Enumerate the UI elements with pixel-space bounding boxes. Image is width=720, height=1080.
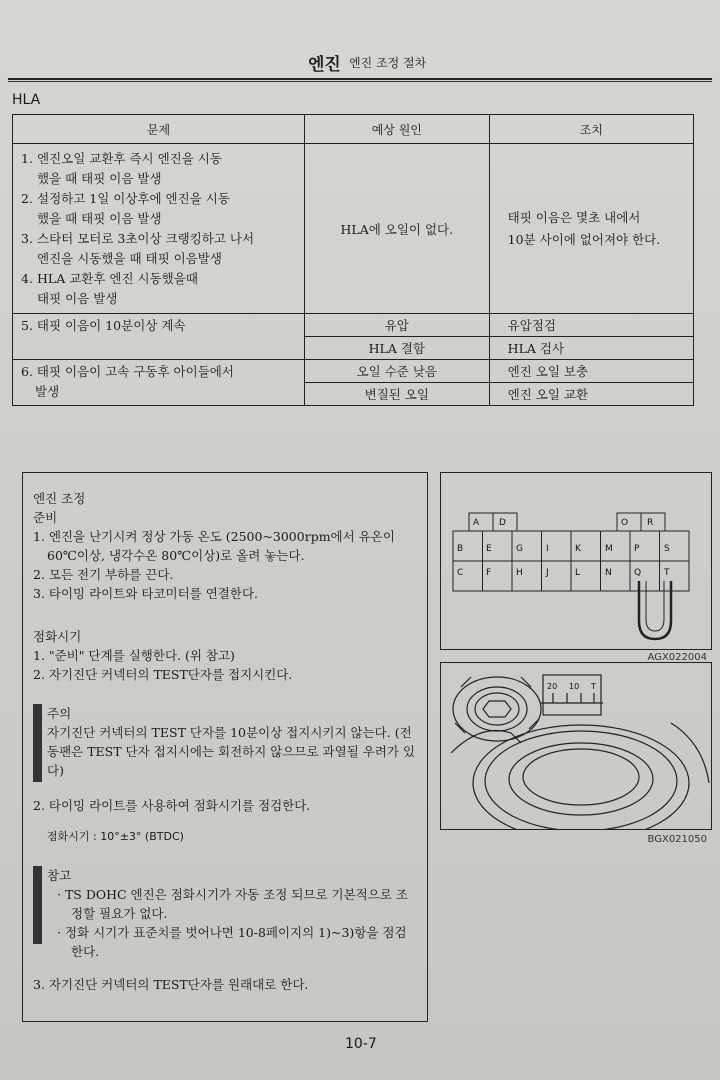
problems-cell — [13, 144, 305, 314]
pin-label: A — [473, 518, 480, 528]
pin-label: R — [647, 518, 654, 528]
prep-title: 준비 — [33, 510, 58, 525]
action-cell: HLA 검사 — [489, 337, 693, 360]
pin-label: G — [516, 544, 523, 554]
procedure-title: 엔진 조정 — [33, 491, 86, 506]
pin-label: S — [664, 544, 670, 554]
pin-label: E — [486, 544, 492, 554]
cause-cell: 변질된 오일 — [304, 383, 489, 406]
figure-code: BGX021050 — [647, 834, 707, 845]
problem-item: 3. 스타터 모터로 3초이상 크랭킹하고 나서 엔진을 시동했을 때 태핏 이음발생 — [21, 230, 255, 266]
pin-label: P — [634, 544, 640, 554]
reference-item: · 정화 시기가 표준치를 벗어나면 10-8페이지의 1)~3)항을 점검한다. — [57, 925, 407, 959]
pin-label: K — [575, 544, 581, 554]
caution-text: 자기진단 커넥터의 TEST 단자를 10분이상 접지시키지 않는다. (전동팬은 TEST 단자 접지시에는 회전하지 않으므로 과열될 우려가 있다) — [47, 725, 416, 778]
reference-bar-icon — [33, 866, 42, 944]
pin-label: D — [499, 518, 506, 528]
table-header-cause: 예상 원인 — [304, 115, 489, 144]
problem-item: 2. 설정하고 1일 이상후에 엔진을 시동 했을 때 태핏 이음 발생 — [21, 190, 230, 226]
pin-label: M — [605, 544, 613, 554]
check-step: 2. 타이밍 라이트를 사용하여 점화시기를 점검한다. — [33, 798, 311, 813]
problem-item: 4. HLA 교환후 엔진 시동했을때 태핏 이음 발생 — [21, 270, 198, 306]
pin-label: N — [605, 568, 612, 578]
table-header-action: 조치 — [489, 115, 693, 144]
pulley-diagram — [441, 663, 711, 829]
ignition-spec: 점화시기 : 10°±3° (BTDC) — [47, 830, 184, 843]
connector-diagram — [441, 473, 711, 649]
reference-title: 참고 — [47, 868, 72, 883]
scale-label: T — [591, 682, 596, 691]
header-title: 엔진 — [308, 55, 341, 75]
pin-label: B — [457, 544, 464, 554]
pin-label: I — [546, 544, 549, 554]
figure-code: AGX022004 — [647, 652, 707, 663]
pin-label: H — [516, 568, 523, 578]
cause-cell: HLA에 오일이 없다. — [304, 144, 489, 314]
crank-pulley-figure — [440, 662, 712, 845]
page-number: 10-7 — [345, 1036, 377, 1052]
reference-block — [33, 866, 418, 961]
ignition-step: 2. 자기진단 커넥터의 TEST단자를 접지시킨다. — [33, 667, 293, 682]
procedure-box — [22, 472, 428, 1022]
problem-6-cell: 6. 태핏 이음이 고속 구동후 아이들에서 발생 — [13, 360, 305, 406]
caution-block — [33, 704, 418, 780]
pin-label: C — [457, 568, 464, 578]
pin-label: L — [575, 568, 581, 578]
pin-label: T — [664, 568, 670, 578]
cause-cell: HLA 결함 — [304, 337, 489, 360]
troubleshooting-table — [12, 114, 694, 406]
action-cell: 엔진 오일 교환 — [489, 383, 693, 406]
table-header-problem: 문제 — [13, 115, 305, 144]
pin-label: F — [486, 568, 492, 578]
page-header — [8, 40, 712, 80]
cause-cell: 유압 — [304, 314, 489, 337]
cause-cell: 오일 수준 낮음 — [304, 360, 489, 383]
header-rule — [8, 81, 712, 82]
prep-step: 3. 타이밍 라이트와 타코미터를 연결한다. — [33, 586, 258, 601]
scale-label: 10 — [569, 682, 580, 691]
reference-item: · TS DOHC 엔진은 점화시기가 자동 조정 되므로 기본적으로 조정할 필요가 없다. — [57, 887, 408, 921]
scale-label: 20 — [547, 682, 558, 691]
problem-5-cell: 5. 태핏 이음이 10분이상 계속 — [13, 314, 305, 360]
caution-bar-icon — [33, 704, 42, 782]
header-subtitle: 엔진 조정 절차 — [349, 56, 427, 70]
ignition-title: 점화시기 — [33, 629, 82, 644]
problem-item: 1. 엔진오일 교환후 즉시 엔진을 시동 했을 때 태핏 이음 발생 — [21, 150, 222, 186]
diagnostic-connector-figure — [440, 472, 712, 663]
prep-step: 1. 엔진을 난기시켜 정상 가동 온도 (2500~3000rpm에서 유온이 60℃이상, 냉각수온 80℃이상)로 올려 놓는다. — [33, 529, 395, 563]
pin-label: O — [621, 518, 629, 528]
action-cell: 유압점검 — [489, 314, 693, 337]
section-label: HLA — [12, 92, 41, 108]
action-cell: 태핏 이음은 몇초 내에서 10분 사이에 없어져야 한다. — [489, 144, 693, 314]
ignition-step: 1. "준비" 단계를 실행한다. (위 참고) — [33, 648, 235, 663]
restore-step: 3. 자기진단 커넥터의 TEST단자를 원래대로 한다. — [33, 977, 309, 992]
pin-label: J — [546, 568, 549, 578]
pin-label: Q — [634, 568, 642, 578]
action-cell: 엔진 오일 보충 — [489, 360, 693, 383]
prep-step: 2. 모든 전기 부하를 끈다. — [33, 567, 174, 582]
caution-title: 주의 — [47, 706, 72, 721]
